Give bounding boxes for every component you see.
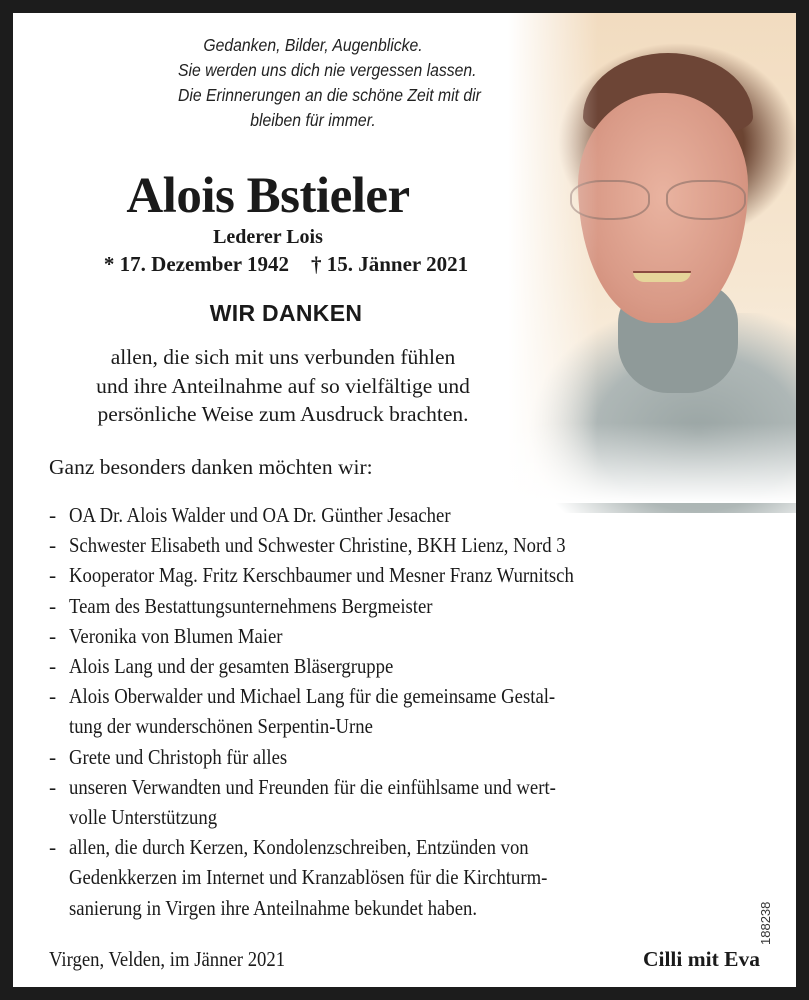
list-item <box>49 591 761 621</box>
poem-line: Die Erinnerungen an die schöne Zeit mit dir <box>178 85 481 105</box>
list-item-text: allen, die durch Kerzen, Kondolenzschreiben, Entzünden von <box>69 835 529 860</box>
list-item-text: tung der wunderschönen Serpentin-Urne <box>69 714 373 739</box>
photo-fade-bottom <box>508 423 796 503</box>
thanks-heading: WIR DANKEN <box>209 300 363 326</box>
list-item-text: unseren Verwandten und Freunden für die einfühlsame und wert- <box>69 774 556 799</box>
signature: Cilli mit Eva <box>642 947 760 971</box>
dash-bullet: - <box>49 835 57 860</box>
poem-line: Gedanken, Bilder, Augenblicke. <box>203 35 423 55</box>
list-item <box>49 560 761 590</box>
portrait-photo <box>508 13 796 503</box>
place-and-date: Virgen, Velden, im Jänner 2021 <box>49 947 286 971</box>
list-item-text: volle Unterstützung <box>69 805 218 830</box>
obituary-card <box>13 13 796 987</box>
memorial-poem <box>178 33 481 133</box>
dash-bullet: - <box>49 593 57 618</box>
list-item-text: Alois Lang und der gesamten Bläsergruppe <box>69 654 394 679</box>
list-item <box>49 651 761 681</box>
list-item-text: Schwester Elisabeth und Schwester Christine, BKH Lienz, Nord 3 <box>69 533 566 558</box>
list-item-text: Kooperator Mag. Fritz Kerschbaumer und Mesner Franz Wurnitsch <box>69 563 574 588</box>
death-date: † 15. Jänner 2021 <box>310 252 469 276</box>
thanks-list <box>49 500 761 923</box>
list-item-text: Team des Bestattungsunternehmens Bergmeister <box>69 593 433 618</box>
dash-bullet: - <box>49 503 57 527</box>
deceased-name: Alois Bstieler <box>126 168 410 224</box>
dash-bullet: - <box>49 744 57 769</box>
intro-line: und ihre Anteilnahme auf so vielfältige und <box>96 373 470 398</box>
dash-bullet: - <box>49 563 57 588</box>
list-item <box>49 621 761 651</box>
list-item <box>49 772 761 832</box>
dash-bullet: - <box>49 533 57 558</box>
list-item-text: OA Dr. Alois Walder und OA Dr. Günther Jesacher <box>69 503 451 527</box>
thanks-intro <box>53 343 513 429</box>
catalog-number: 188238 <box>758 901 773 945</box>
dash-bullet: - <box>49 623 57 648</box>
intro-line: persönliche Weise zum Ausdruck brachten. <box>97 402 469 426</box>
list-item-text: sanierung in Virgen ihre Anteilnahme bekundet haben. <box>69 895 478 920</box>
birth-date: * 17. Dezember 1942 <box>103 252 289 276</box>
list-item <box>49 742 761 772</box>
life-dates <box>73 251 499 277</box>
dash-bullet: - <box>49 654 57 679</box>
dash-bullet: - <box>49 774 57 799</box>
poem-line: bleiben für immer. <box>250 110 376 130</box>
dash-bullet: - <box>49 684 57 709</box>
photo-smile <box>633 271 691 282</box>
list-item <box>49 530 761 560</box>
list-item <box>49 500 761 530</box>
poem-line: Sie werden uns dich nie vergessen lassen. <box>178 60 477 80</box>
intro-line: allen, die sich mit uns verbunden fühlen <box>110 345 456 369</box>
list-item <box>49 681 761 741</box>
list-item-text: Gedenkkerzen im Internet und Kranzablösen für die Kirchturm- <box>69 865 548 890</box>
list-item-text: Grete und Christoph für alles <box>69 744 288 769</box>
thanks-lead: Ganz besonders danken möchten wir: <box>49 455 373 479</box>
list-item-text: Alois Oberwalder und Michael Lang für die gemeinsame Gestal- <box>69 684 556 709</box>
deceased-nickname: Lederer Lois <box>213 226 323 248</box>
list-item-text: Veronika von Blumen Maier <box>69 623 283 648</box>
list-item <box>49 832 761 923</box>
